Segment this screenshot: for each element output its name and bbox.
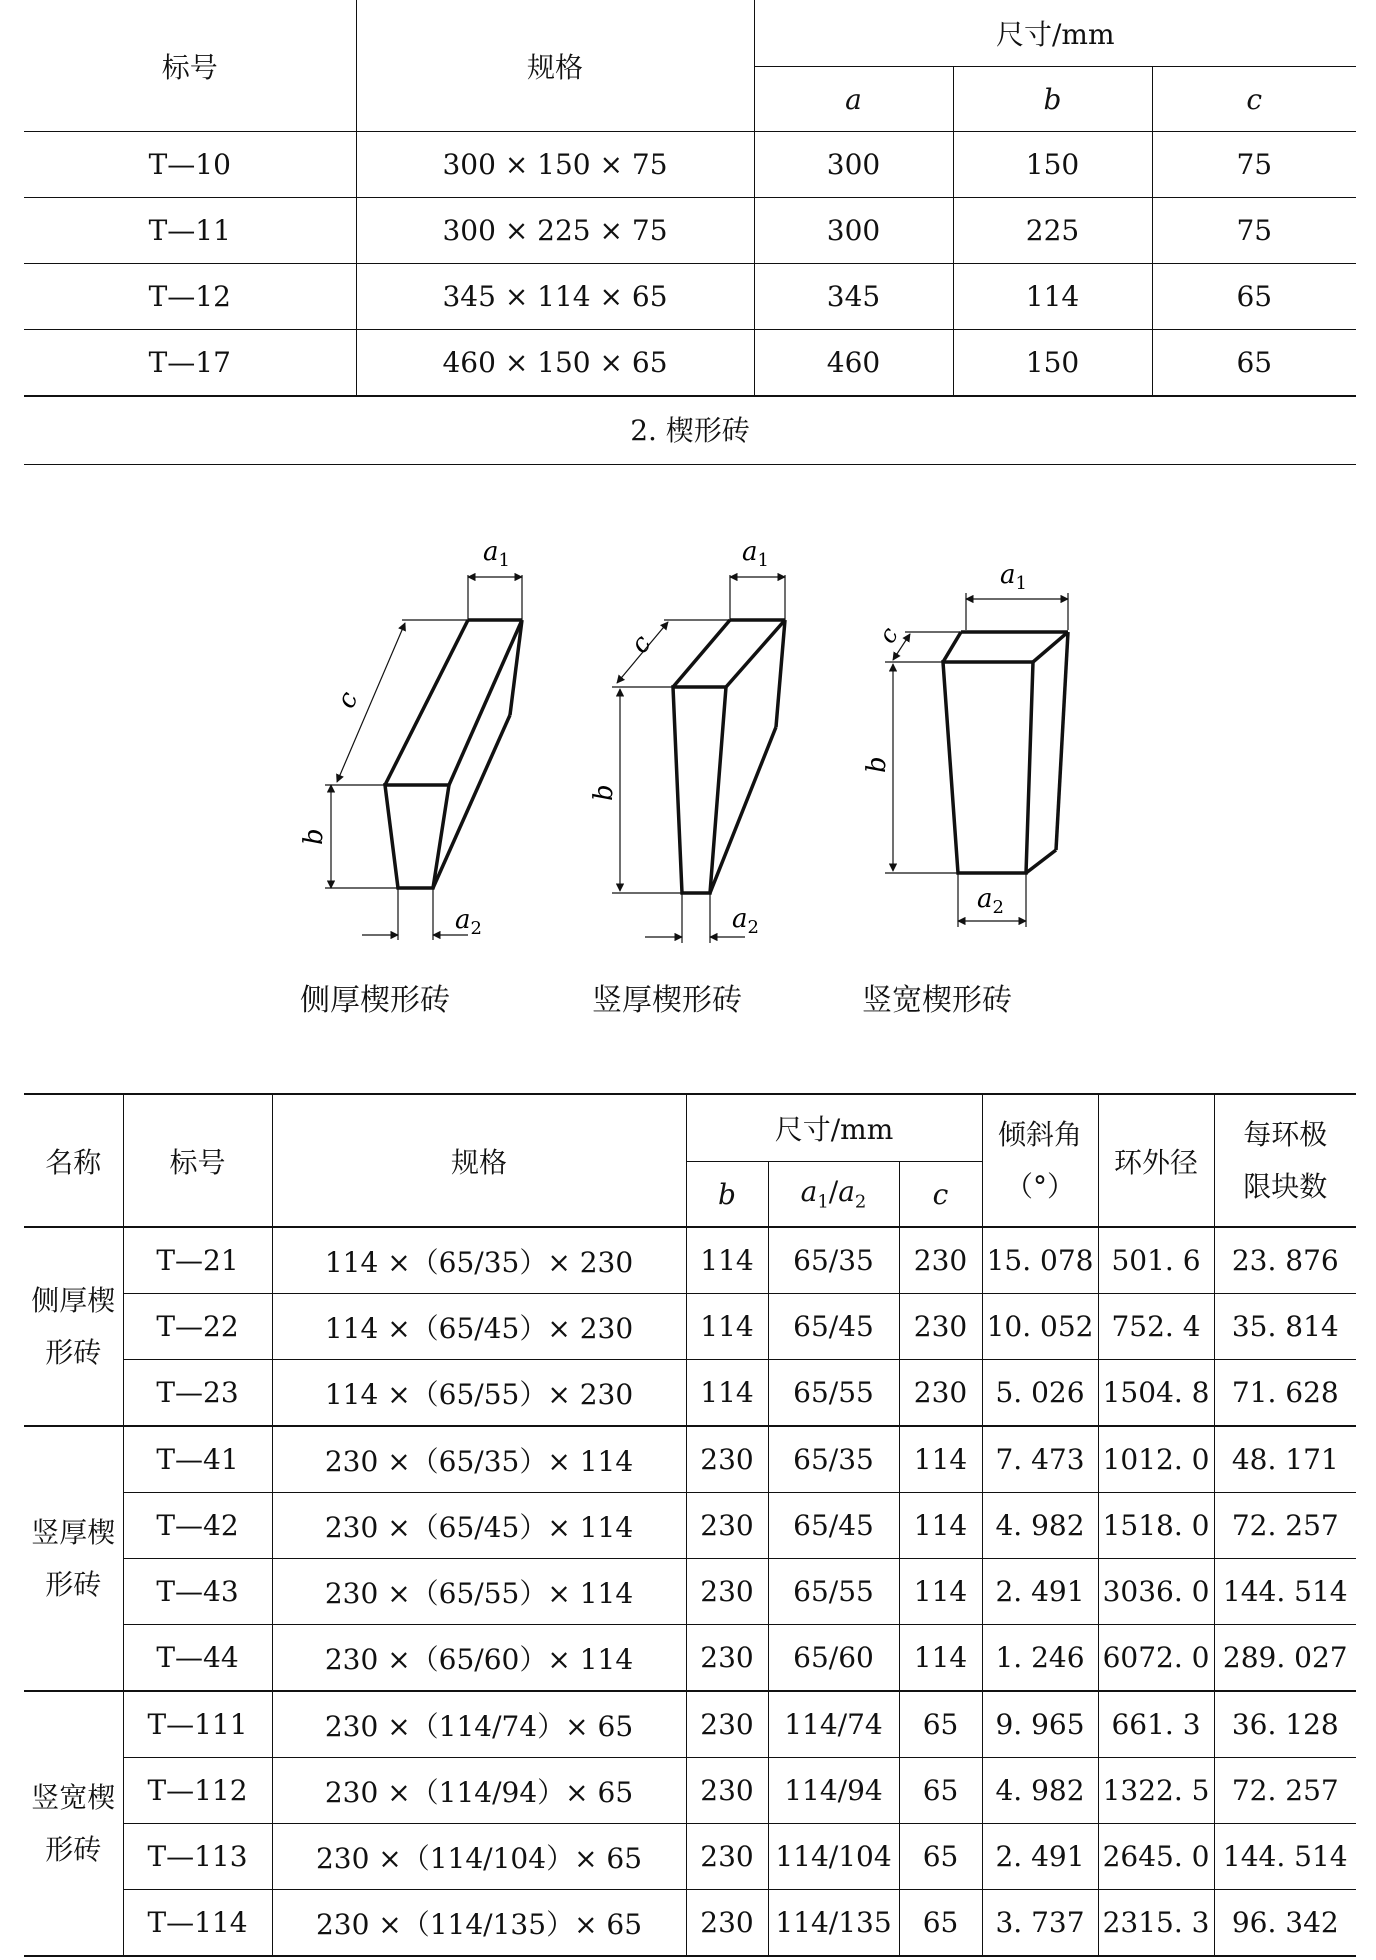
brick-size-table-1 [24,0,1356,397]
wedge-brick-figure [0,465,1376,1065]
cell-a: 300 [754,198,953,264]
cell-spec: 230 ×（65/45）× 114 [272,1493,686,1559]
header-b: b [953,67,1152,132]
cell-b: 230 [686,1625,768,1692]
table-row [24,1426,1356,1493]
cell-code: T—111 [123,1691,272,1758]
header-tilt-angle: 倾斜角 （°） [982,1094,1098,1227]
table-row [24,1824,1356,1890]
cell-diameter: 6072. 0 [1098,1625,1214,1692]
table-row [24,1890,1356,1957]
cell-a: 460 [754,330,953,397]
cell-code: T—113 [123,1824,272,1890]
cell-c: 114 [899,1625,982,1692]
cell-spec: 230 ×（114/135）× 65 [272,1890,686,1957]
cell-count: 72. 257 [1214,1758,1356,1824]
cell-c: 230 [899,1294,982,1360]
cell-c: 114 [899,1426,982,1493]
cell-b: 114 [686,1294,768,1360]
cell-count: 144. 514 [1214,1559,1356,1625]
cell-count: 96. 342 [1214,1890,1356,1957]
cell-spec: 230 ×（114/74）× 65 [272,1691,686,1758]
label-c: c [872,622,904,648]
header-a: a [754,67,953,132]
label-b: b [299,828,329,845]
header-spec: 规格 [356,0,754,132]
cell-b: 230 [686,1890,768,1957]
cell-a1-a2: 114/74 [768,1691,899,1758]
header-b: b [686,1162,768,1228]
label-b: b [862,756,892,773]
table-row [24,1360,1356,1427]
table-row [24,330,1356,397]
cell-c: 65 [899,1691,982,1758]
cell-b: 225 [953,198,1152,264]
cell-angle: 4. 982 [982,1493,1098,1559]
cell-diameter: 752. 4 [1098,1294,1214,1360]
cell-b: 230 [686,1559,768,1625]
cell-b: 150 [953,132,1152,198]
caption-vertical-wide: 竖宽楔形砖 [862,983,1012,1018]
label-a2: $a_2$ [977,884,1004,918]
header-name: 名称 [24,1094,123,1227]
cell-b: 114 [953,264,1152,330]
label-b: b [589,784,619,801]
label-a2: $a_2$ [732,904,759,938]
cell-code: T—17 [24,330,356,397]
group-name: 竖宽楔 形砖 [24,1691,123,1956]
cell-spec: 230 ×（114/94）× 65 [272,1758,686,1824]
cell-b: 230 [686,1493,768,1559]
header-outer-diameter: 环外径 [1098,1094,1214,1227]
table-row [24,132,1356,198]
cell-c: 230 [899,1227,982,1294]
header-size-group: 尺寸/mm [754,0,1356,67]
section-title: 2. 楔形砖 [24,398,1356,465]
cell-diameter: 2315. 3 [1098,1890,1214,1957]
cell-a: 300 [754,132,953,198]
cell-c: 75 [1152,132,1356,198]
cell-c: 65 [899,1890,982,1957]
cell-spec: 114 ×（65/45）× 230 [272,1294,686,1360]
cell-code: T—23 [123,1360,272,1427]
cell-diameter: 1322. 5 [1098,1758,1214,1824]
group-name: 竖厚楔 形砖 [24,1426,123,1691]
table-row [24,1294,1356,1360]
cell-spec: 230 ×（114/104）× 65 [272,1824,686,1890]
cell-diameter: 2645. 0 [1098,1824,1214,1890]
cell-spec: 460 × 150 × 65 [356,330,754,397]
cell-count: 48. 171 [1214,1426,1356,1493]
cell-a1-a2: 65/35 [768,1426,899,1493]
cell-b: 230 [686,1758,768,1824]
table-row [24,1758,1356,1824]
cell-angle: 7. 473 [982,1426,1098,1493]
cell-c: 230 [899,1360,982,1427]
cell-count: 144. 514 [1214,1824,1356,1890]
cell-b: 230 [686,1426,768,1493]
cell-spec: 230 ×（65/55）× 114 [272,1559,686,1625]
cell-count: 23. 876 [1214,1227,1356,1294]
cell-b: 114 [686,1227,768,1294]
cell-b: 230 [686,1691,768,1758]
wedge-brick-table [24,1093,1356,1957]
cell-angle: 5. 026 [982,1360,1098,1427]
label-a1: $a_1$ [742,537,769,571]
header-c: c [899,1162,982,1228]
cell-diameter: 661. 3 [1098,1691,1214,1758]
cell-angle: 15. 078 [982,1227,1098,1294]
cell-count: 36. 128 [1214,1691,1356,1758]
cell-count: 35. 814 [1214,1294,1356,1360]
cell-a1-a2: 65/45 [768,1294,899,1360]
cell-count: 289. 027 [1214,1625,1356,1692]
table-row [24,1691,1356,1758]
cell-diameter: 1012. 0 [1098,1426,1214,1493]
cell-a1-a2: 114/135 [768,1890,899,1957]
header-a1-a2: $a_1/a_2$ [768,1162,899,1228]
table-row [24,1227,1356,1294]
cell-c: 65 [899,1824,982,1890]
cell-angle: 10. 052 [982,1294,1098,1360]
label-a2: $a_2$ [455,905,482,939]
cell-c: 65 [1152,264,1356,330]
label-a1: $a_1$ [1000,560,1027,594]
cell-count: 72. 257 [1214,1493,1356,1559]
vertical-wide-wedge-brick [885,593,1068,927]
table-row [24,1625,1356,1692]
header-code: 标号 [123,1094,272,1227]
label-c: c [331,687,365,713]
table-row [24,198,1356,264]
cell-code: T—22 [123,1294,272,1360]
caption-vertical-thick: 竖厚楔形砖 [592,983,742,1018]
cell-code: T—41 [123,1426,272,1493]
cell-code: T—114 [123,1890,272,1957]
cell-a1-a2: 65/55 [768,1360,899,1427]
cell-spec: 230 ×（65/60）× 114 [272,1625,686,1692]
cell-a1-a2: 114/94 [768,1758,899,1824]
header-limit-count: 每环极 限块数 [1214,1094,1356,1227]
cell-angle: 9. 965 [982,1691,1098,1758]
cell-c: 114 [899,1559,982,1625]
cell-diameter: 3036. 0 [1098,1559,1214,1625]
cell-angle: 1. 246 [982,1625,1098,1692]
cell-spec: 114 ×（65/35）× 230 [272,1227,686,1294]
cell-code: T—44 [123,1625,272,1692]
cell-b: 150 [953,330,1152,397]
cell-c: 65 [899,1758,982,1824]
cell-code: T—43 [123,1559,272,1625]
side-thick-wedge-brick [325,575,522,940]
cell-angle: 3. 737 [982,1890,1098,1957]
label-c: c [624,629,658,660]
group-name: 侧厚楔 形砖 [24,1227,123,1426]
cell-a1-a2: 114/104 [768,1824,899,1890]
caption-side-thick: 侧厚楔形砖 [300,983,450,1018]
cell-count: 71. 628 [1214,1360,1356,1427]
cell-spec: 345 × 114 × 65 [356,264,754,330]
cell-a: 345 [754,264,953,330]
cell-a1-a2: 65/55 [768,1559,899,1625]
header-c: c [1152,67,1356,132]
cell-angle: 2. 491 [982,1824,1098,1890]
cell-a1-a2: 65/35 [768,1227,899,1294]
cell-spec: 114 ×（65/55）× 230 [272,1360,686,1427]
cell-code: T—11 [24,198,356,264]
cell-angle: 2. 491 [982,1559,1098,1625]
cell-c: 114 [899,1493,982,1559]
cell-spec: 300 × 150 × 75 [356,132,754,198]
cell-c: 75 [1152,198,1356,264]
header-spec: 规格 [272,1094,686,1227]
cell-spec: 230 ×（65/35）× 114 [272,1426,686,1493]
cell-code: T—21 [123,1227,272,1294]
cell-diameter: 1518. 0 [1098,1493,1214,1559]
cell-a1-a2: 65/60 [768,1625,899,1692]
cell-c: 65 [1152,330,1356,397]
vertical-thick-wedge-brick [612,575,785,943]
cell-code: T—112 [123,1758,272,1824]
table-row [24,1493,1356,1559]
cell-b: 230 [686,1824,768,1890]
table-row [24,264,1356,330]
table-row [24,1559,1356,1625]
cell-diameter: 501. 6 [1098,1227,1214,1294]
cell-a1-a2: 65/45 [768,1493,899,1559]
cell-code: T—12 [24,264,356,330]
header-size-group: 尺寸/mm [686,1094,982,1162]
label-a1: $a_1$ [483,537,510,571]
cell-diameter: 1504. 8 [1098,1360,1214,1427]
cell-angle: 4. 982 [982,1758,1098,1824]
cell-code: T—10 [24,132,356,198]
cell-code: T—42 [123,1493,272,1559]
cell-spec: 300 × 225 × 75 [356,198,754,264]
header-code: 标号 [24,0,356,132]
cell-b: 114 [686,1360,768,1427]
